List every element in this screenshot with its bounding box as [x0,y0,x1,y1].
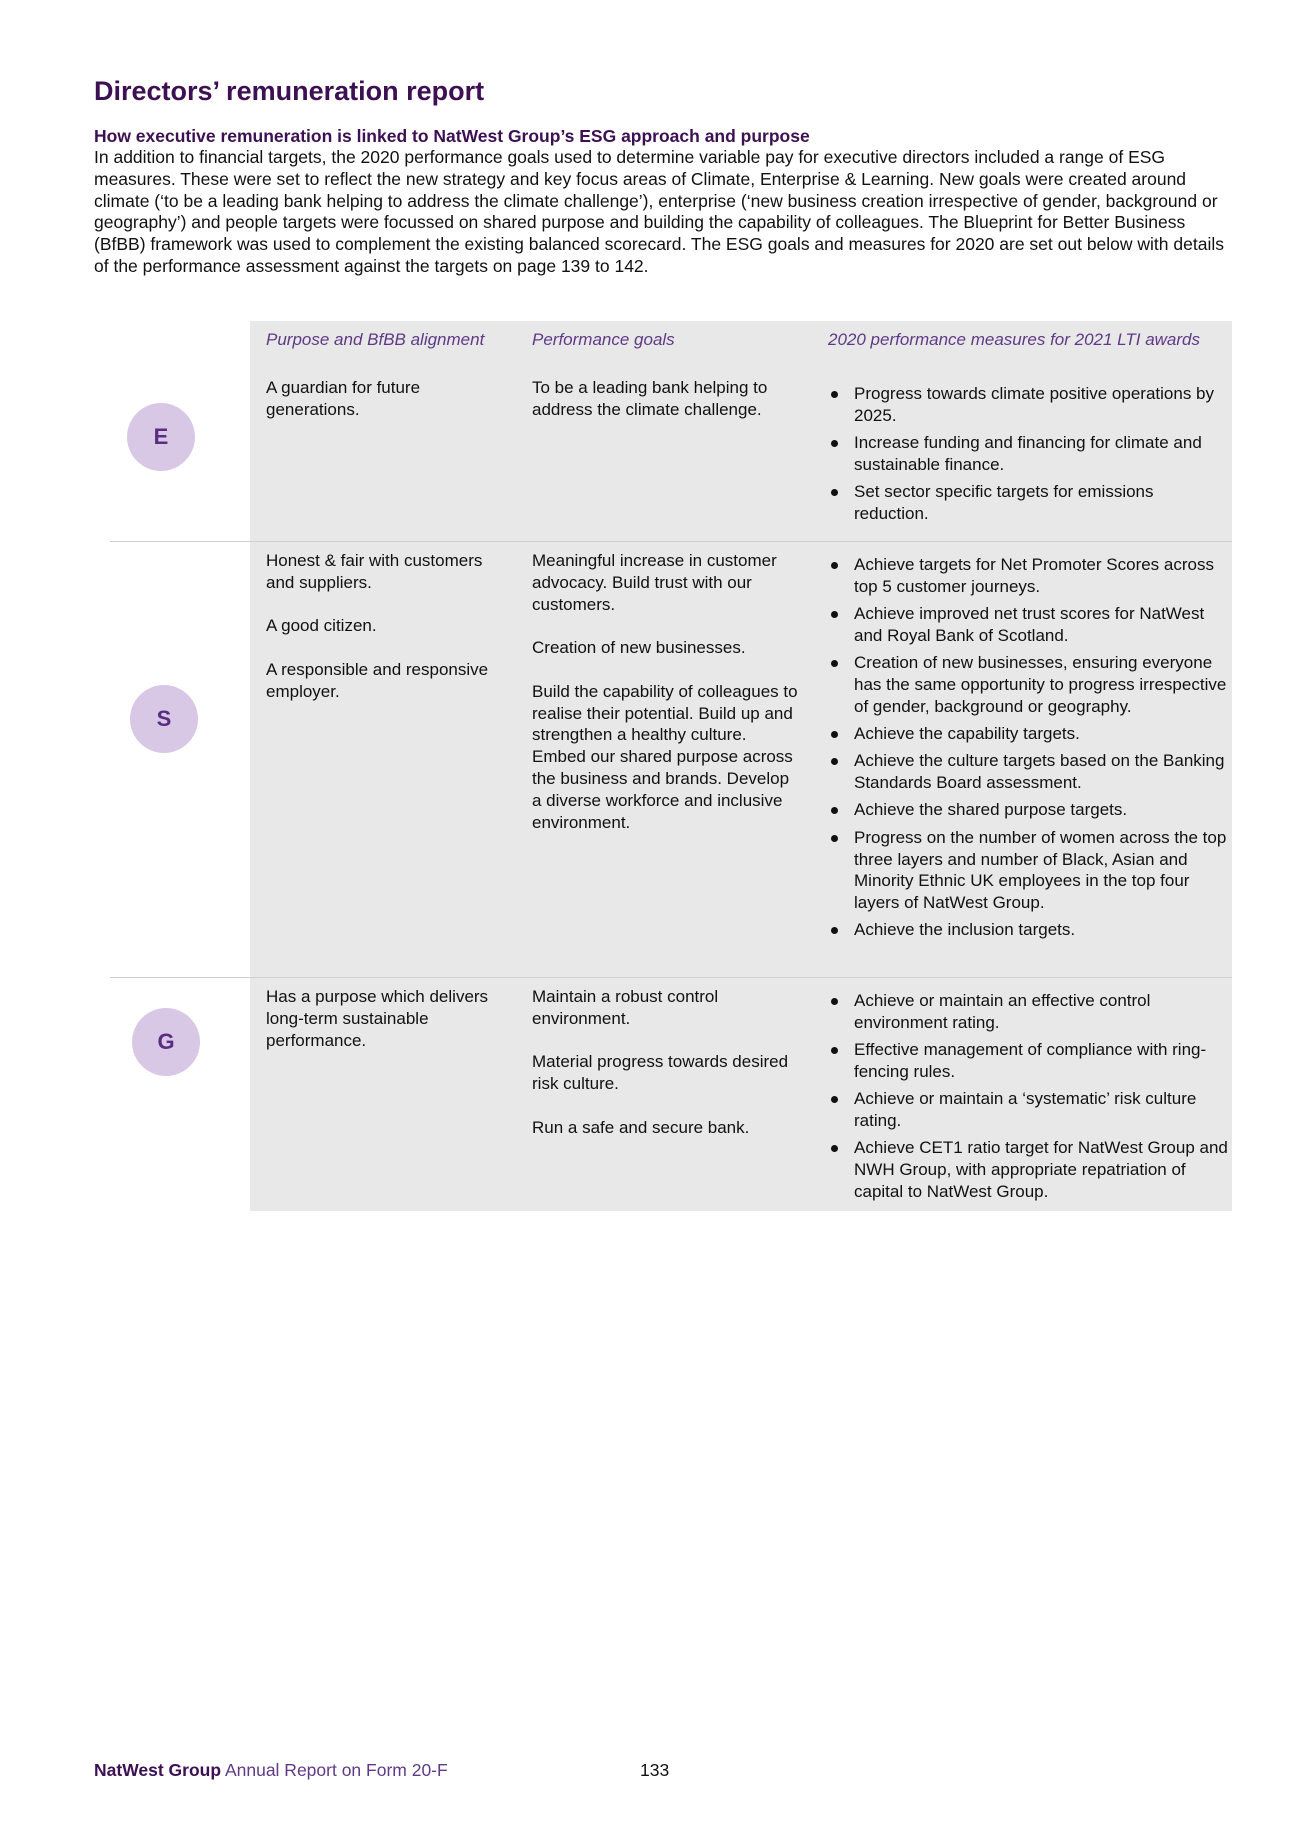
alignment-text: A responsible and responsive employer. [266,659,489,701]
goal-text: Creation of new businesses. [532,638,746,658]
esg-letter-badge: G [132,1008,200,1076]
measure-item: Achieve or maintain an effective control environment rating. [828,990,1228,1034]
header-goals: Performance goals [532,330,675,349]
header-measures: 2020 performance measures for 2021 LTI awards [828,330,1200,349]
measure-item: Achieve the inclusion targets. [828,919,1228,941]
measure-item: Set sector specific targets for emissions reduction. [828,481,1228,525]
measure-item: Achieve the capability targets. [828,723,1228,745]
section-subheading: How executive remuneration is linked to NatWest Group’s ESG approach and purpose [94,126,810,146]
alignment-cell [266,986,506,1051]
intro-paragraph: In addition to financial targets, the 2020 performance goals used to determine variable pay for executive directors included a range of ESG measures. These were set to reflect the new strategy and key focus areas of Climate, Enterprise & Learning. New goals were created around climate (‘to be a leading bank helping to address the climate challenge’), enterprise (‘new business creation irrespective of gender, background or geography’) and people targets were focussed on shared purpose and building the capability of colleagues. The Blueprint for Better Business (BfBB) framework was used to complement the existing balanced scorecard. The ESG goals and measures for 2020 are set out below with details of the performance assessment against the targets on page 139 to 142. [94,147,1224,276]
measure-item: Progress towards climate positive operations by 2025. [828,383,1228,427]
goal-text: Maintain a robust control environment. [532,987,719,1028]
alignment-text: Has a purpose which delivers long-term sustainable performance. [266,987,489,1050]
table-row-e [110,375,1232,541]
measure-item: Achieve or maintain a ‘systematic’ risk culture rating. [828,1088,1228,1132]
goals-cell [532,550,802,833]
measure-item: Achieve improved net trust scores for NatWest and Royal Bank of Scotland. [828,603,1228,647]
goal-text: Run a safe and secure bank. [532,1117,750,1137]
measure-item: Achieve the shared purpose targets. [828,799,1228,821]
table-row-s [110,541,1232,977]
footer-brand: NatWest Group [94,1760,222,1780]
goals-cell [532,377,802,421]
esg-letter-badge: S [130,685,198,753]
measures-cell [828,554,1228,947]
measure-item: Increase funding and financing for climate and sustainable finance. [828,432,1228,476]
footer [94,1760,448,1781]
measure-item: Achieve the culture targets based on the Banking Standards Board assessment. [828,750,1228,794]
page-number: 133 [640,1760,670,1780]
goal-text: To be a leading bank helping to address the climate challenge. [532,378,768,419]
table-row-g [110,977,1232,1211]
goal-text: Meaningful increase in customer advocacy. Build trust with our customers. [532,551,777,614]
alignment-text: Honest & fair with customers and suppliers. [266,551,483,592]
goals-cell [532,986,802,1139]
alignment-cell [266,550,506,703]
intro-section [94,125,1224,278]
alignment-text: A good citizen. [266,616,377,636]
table-header [250,321,1232,375]
measure-item: Progress on the number of women across the top three layers and number of Black, Asian and Minority Ethnic UK employees in the top four layers of NatWest Group. [828,827,1228,914]
goal-text: Build the capability of colleagues to realise their potential. Build up and strengthen a healthy culture. Embed our shared purpose across the business and brands. Develop a diverse workforce and inclusive environment. [532,681,798,832]
measure-item: Achieve targets for Net Promoter Scores across top 5 customer journeys. [828,554,1228,598]
goal-text: Material progress towards desired risk culture. [532,1052,789,1094]
esg-table [110,321,1232,1211]
page-title: Directors’ remuneration report [94,76,485,106]
esg-letter-badge: E [127,403,195,471]
measures-cell [828,383,1228,530]
measures-cell [828,990,1228,1208]
measure-item: Effective management of compliance with ring-fencing rules. [828,1039,1228,1083]
measure-item: Achieve CET1 ratio target for NatWest Group and NWH Group, with appropriate repatriation of capital to NatWest Group. [828,1137,1228,1202]
header-alignment: Purpose and BfBB alignment [266,330,485,349]
alignment-text: A guardian for future generations. [266,378,421,419]
measure-item: Creation of new businesses, ensuring everyone has the same opportunity to progress irrespective of gender, background or geography. [828,652,1228,717]
alignment-cell [266,377,506,421]
footer-document-name: Annual Report on Form 20-F [224,1760,448,1780]
